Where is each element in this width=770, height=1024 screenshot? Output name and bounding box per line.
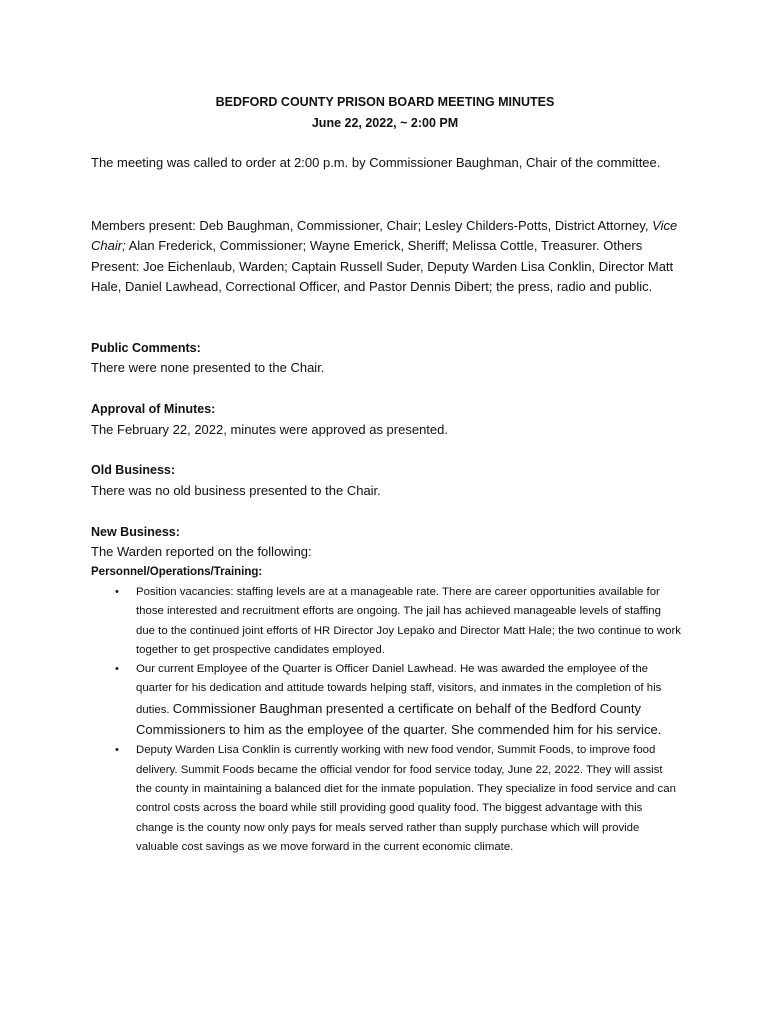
list-item xyxy=(91,583,681,660)
bullet-text: Our current Employee of the Quarter is Officer Daniel Lawhead. He was awarded the employee of the quarter for his dedication and attitude towards helping staff, visitors, and inmates in the completion of his duties. xyxy=(136,663,662,716)
bullet-marker: • xyxy=(115,663,119,676)
approval-heading: Approval of Minutes: xyxy=(91,402,216,416)
list-item xyxy=(91,741,681,857)
document-title: BEDFORD COUNTY PRISON BOARD MEETING MINUTES xyxy=(215,95,555,109)
new-business-heading: New Business: xyxy=(91,525,180,539)
bullet-marker: • xyxy=(115,744,119,757)
bullet-text-large: Commissioner Baughman presented a certificate on behalf of the Bedford County Commissioners to him as the employee of the quarter. She commended him for his service. xyxy=(136,700,662,738)
list-item xyxy=(91,660,681,741)
bullet-text: Deputy Warden Lisa Conklin is currently working with new food vendor, Summit Foods, to improve food delivery. Summit Foods became the official vendor for food service today, June 22, 2022. They will assist the county in maintaining a balanced diet for the inmate population. They specialize in food service and can control costs across the board while still providing good quality food. The biggest advantage with this change is the county now only pays for meals served rather than supply purchase which will provide valuable cost savings as we move forward in the current economic climate. xyxy=(136,744,676,853)
members-text-part2: Alan Frederick, Commissioner; Wayne Emerick, Sheriff; Melissa Cottle, Treasurer. Others Present: Joe Eichenlaub, Warden; Captain Russell Suder, Deputy Warden Lisa Conklin, Director Matt Hale, Daniel Lawhead, Correctional Officer, and Pastor Dennis Dibert; the press, radio and public. xyxy=(91,238,674,295)
intro-paragraph: The meeting was called to order at 2:00 p.m. by Commissioner Baughman, Chair of the committee. xyxy=(91,155,661,170)
meeting-date: June 22, 2022, ~ 2:00 PM xyxy=(311,116,459,130)
old-business-text: There was no old business presented to the Chair. xyxy=(91,483,381,498)
public-comments-text: There were none presented to the Chair. xyxy=(91,360,325,375)
members-text-part1: Members present: Deb Baughman, Commissioner, Chair; Lesley Childers-Potts, District Attorney, xyxy=(91,218,653,233)
public-comments-heading: Public Comments: xyxy=(91,341,201,355)
members-paragraph xyxy=(91,216,691,298)
bullet-marker: • xyxy=(115,586,119,598)
personnel-subheading: Personnel/Operations/Training: xyxy=(91,566,263,578)
bullet-text: Position vacancies: staffing levels are at a manageable rate. There are career opportunities available for those interested and recruitment efforts are ongoing. The jail has achieved manageable levels of staffing due to the continued joint efforts of HR Director Joy Lepako and Director Matt Hale; the two continue to work together to get prospective candidates employed. xyxy=(136,586,681,656)
approval-text: The February 22, 2022, minutes were approved as presented. xyxy=(91,422,448,437)
new-business-text: The Warden reported on the following: xyxy=(91,544,312,559)
members-vice-chair: Vice Chair; xyxy=(91,218,678,254)
old-business-heading: Old Business: xyxy=(91,463,176,477)
bullet-list xyxy=(91,583,681,857)
